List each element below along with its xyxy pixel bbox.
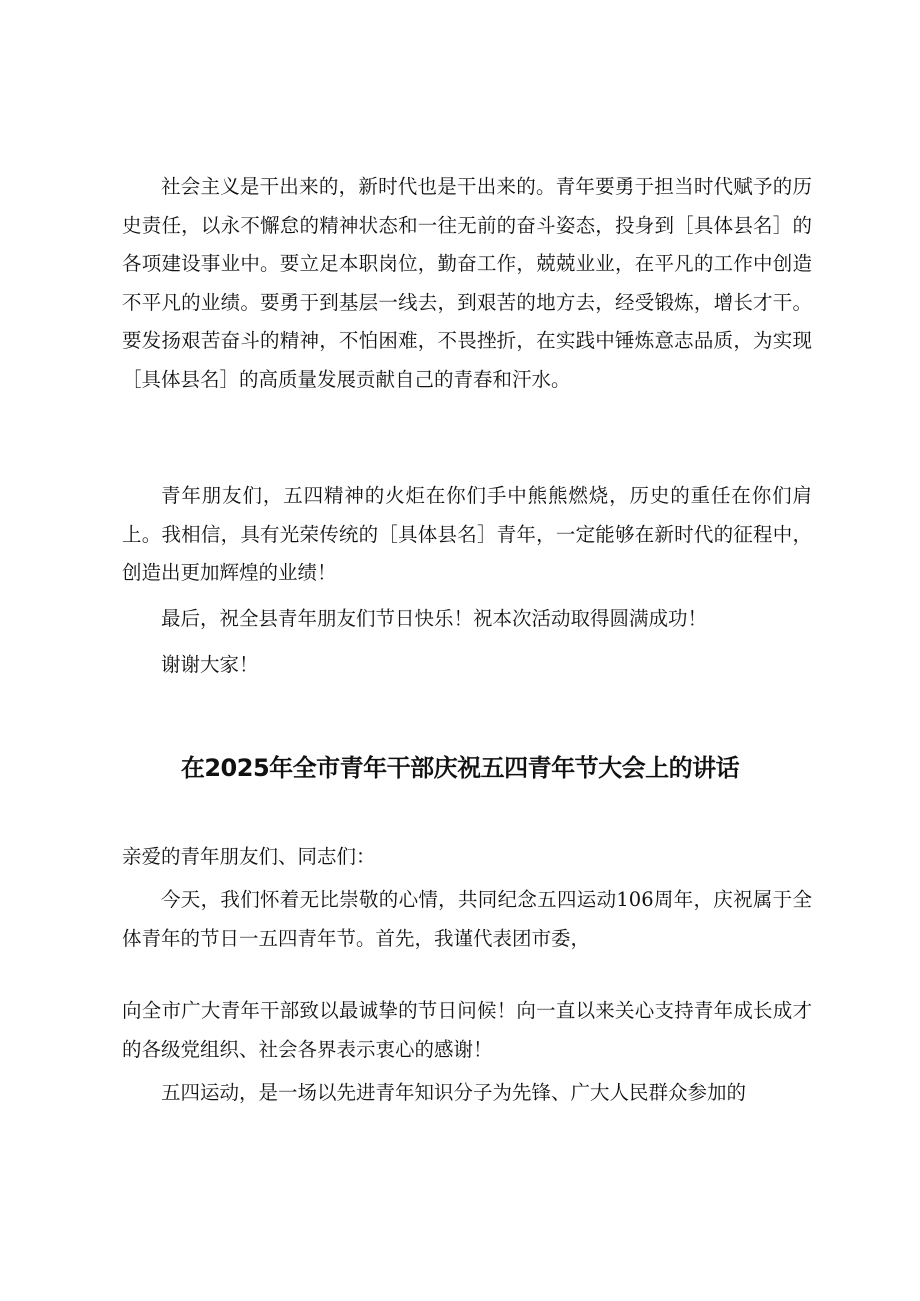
paragraph-greetings: 向全市广大青年干部致以最诚挚的节日问候！向一直以来关心支持青年成长成才的各级党组织、社会各界表示衷心的感谢！	[122, 999, 812, 1061]
paragraph-thanks: 谢谢大家！	[161, 653, 259, 676]
paragraph-closing-wishes: 最后，祝全县青年朋友们节日快乐！祝本次活动取得圆满成功！	[161, 607, 708, 630]
paragraph-commemoration: 今天，我们怀着无比崇敬的心情，共同纪念五四运动106周年，庆祝属于全体青年的节日一五四青年节。首先，我谨代表团市委，	[122, 888, 812, 950]
paragraph-may-fourth-movement: 五四运动，是一场以先进青年知识分子为先锋、广大人民群众参加的	[161, 1081, 747, 1104]
speech-title: 在2025年全市青年干部庆祝五四青年节大会上的讲话	[180, 754, 740, 782]
paragraph-may-fourth-torch: 青年朋友们，五四精神的火炬在你们手中熊熊燃烧，历史的重任在你们肩上。我相信，具有光荣传统的［具体县名］青年，一定能够在新时代的征程中，创造出更加辉煌的业绩！	[122, 484, 812, 585]
salutation: 亲爱的青年朋友们、同志们：	[122, 845, 376, 868]
paragraph-hard-work: 社会主义是干出来的，新时代也是干出来的。青年要勇于担当时代赋予的历史责任，以永不懈怠的精神状态和一往无前的奋斗姿态，投身到［具体县名］的各项建设事业中。要立足本职岗位，勤奋工作，兢兢业业，在平凡的工作中创造不平凡的业绩。要勇于到基层一线去，到艰苦的地方去，经受锻炼，增长才干。要发扬艰苦奋斗的精神，不怕困难，不畏挫折，在实践中锤炼意志品质，为实现［具体县名］的高质量发展贡献自己的青春和汗水。	[122, 175, 812, 391]
